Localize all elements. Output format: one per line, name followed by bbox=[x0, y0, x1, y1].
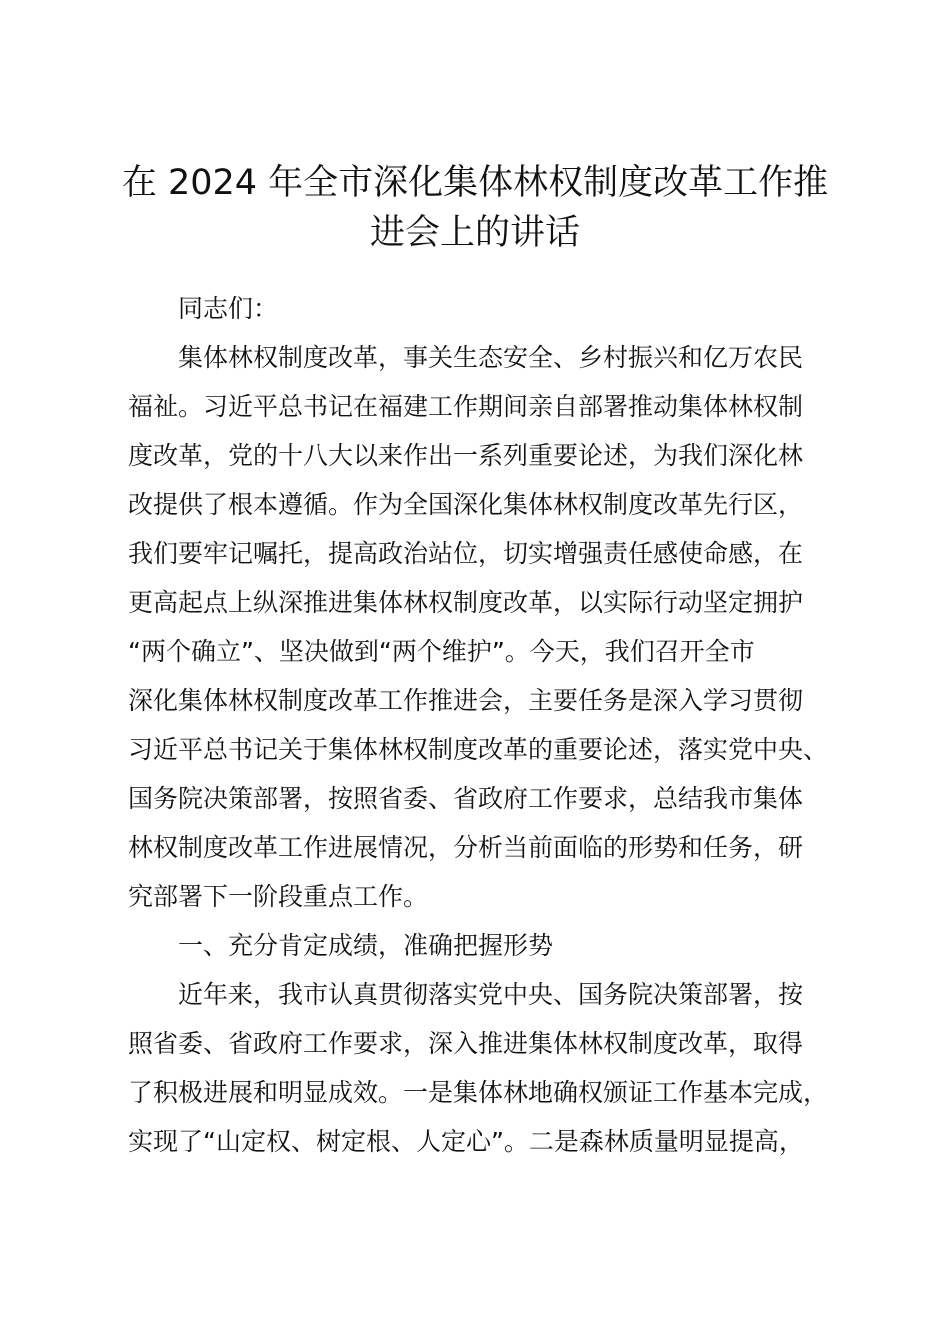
paragraph-line: 国务院决策部署，按照省委、省政府工作要求，总结我市集体 bbox=[128, 784, 804, 813]
paragraph-line: 改提供了根本遵循。作为全国深化集体林权制度改革先行区， bbox=[128, 490, 804, 519]
paragraph-2 bbox=[128, 970, 858, 1166]
document-title bbox=[110, 158, 840, 258]
salutation: 同志们： bbox=[178, 294, 279, 323]
document-body bbox=[128, 284, 858, 1166]
paragraph-line: 我们要牢记嘱托，提高政治站位，切实增强责任感使命感，在 bbox=[128, 539, 804, 568]
section-heading-1: 一、充分肯定成绩，准确把握形势 bbox=[178, 931, 554, 960]
paragraph-line: 究部署下一阶段重点工作。 bbox=[128, 882, 429, 911]
paragraph-line: 习近平总书记关于集体林权制度改革的重要论述，落实党中央、 bbox=[128, 735, 829, 764]
title-line-2: 进会上的讲话 bbox=[369, 213, 580, 253]
paragraph-line: 集体林权制度改革，事关生态安全、乡村振兴和亿万农民 bbox=[178, 343, 804, 372]
paragraph-line: 福祉。习近平总书记在福建工作期间亲自部署推动集体林权制 bbox=[128, 392, 804, 421]
paragraph-line: 更高起点上纵深推进集体林权制度改革，以实际行动坚定拥护 bbox=[128, 588, 804, 617]
paragraph-line: 了积极进展和明显成效。一是集体林地确权颁证工作基本完成， bbox=[128, 1078, 829, 1107]
paragraph-line: 林权制度改革工作进展情况，分析当前面临的形势和任务，研 bbox=[128, 833, 804, 862]
paragraph-line: 照省委、省政府工作要求，深入推进集体林权制度改革，取得 bbox=[128, 1029, 804, 1058]
paragraph-line: 近年来，我市认真贯彻落实党中央、国务院决策部署，按 bbox=[178, 980, 804, 1009]
paragraph-line: 度改革，党的十八大以来作出一系列重要论述，为我们深化林 bbox=[128, 441, 804, 470]
paragraph-line: 实现了“山定权、树定根、人定心”。二是森林质量明显提高， bbox=[128, 1127, 804, 1156]
paragraph-line: “两个确立”、坚决做到“两个维护”。今天，我们召开全市 bbox=[128, 637, 755, 666]
title-line-1: 在 2024 年全市深化集体林权制度改革工作推 bbox=[121, 163, 829, 203]
paragraph-1 bbox=[128, 333, 858, 921]
paragraph-line: 深化集体林权制度改革工作推进会，主要任务是深入学习贯彻 bbox=[128, 686, 804, 715]
